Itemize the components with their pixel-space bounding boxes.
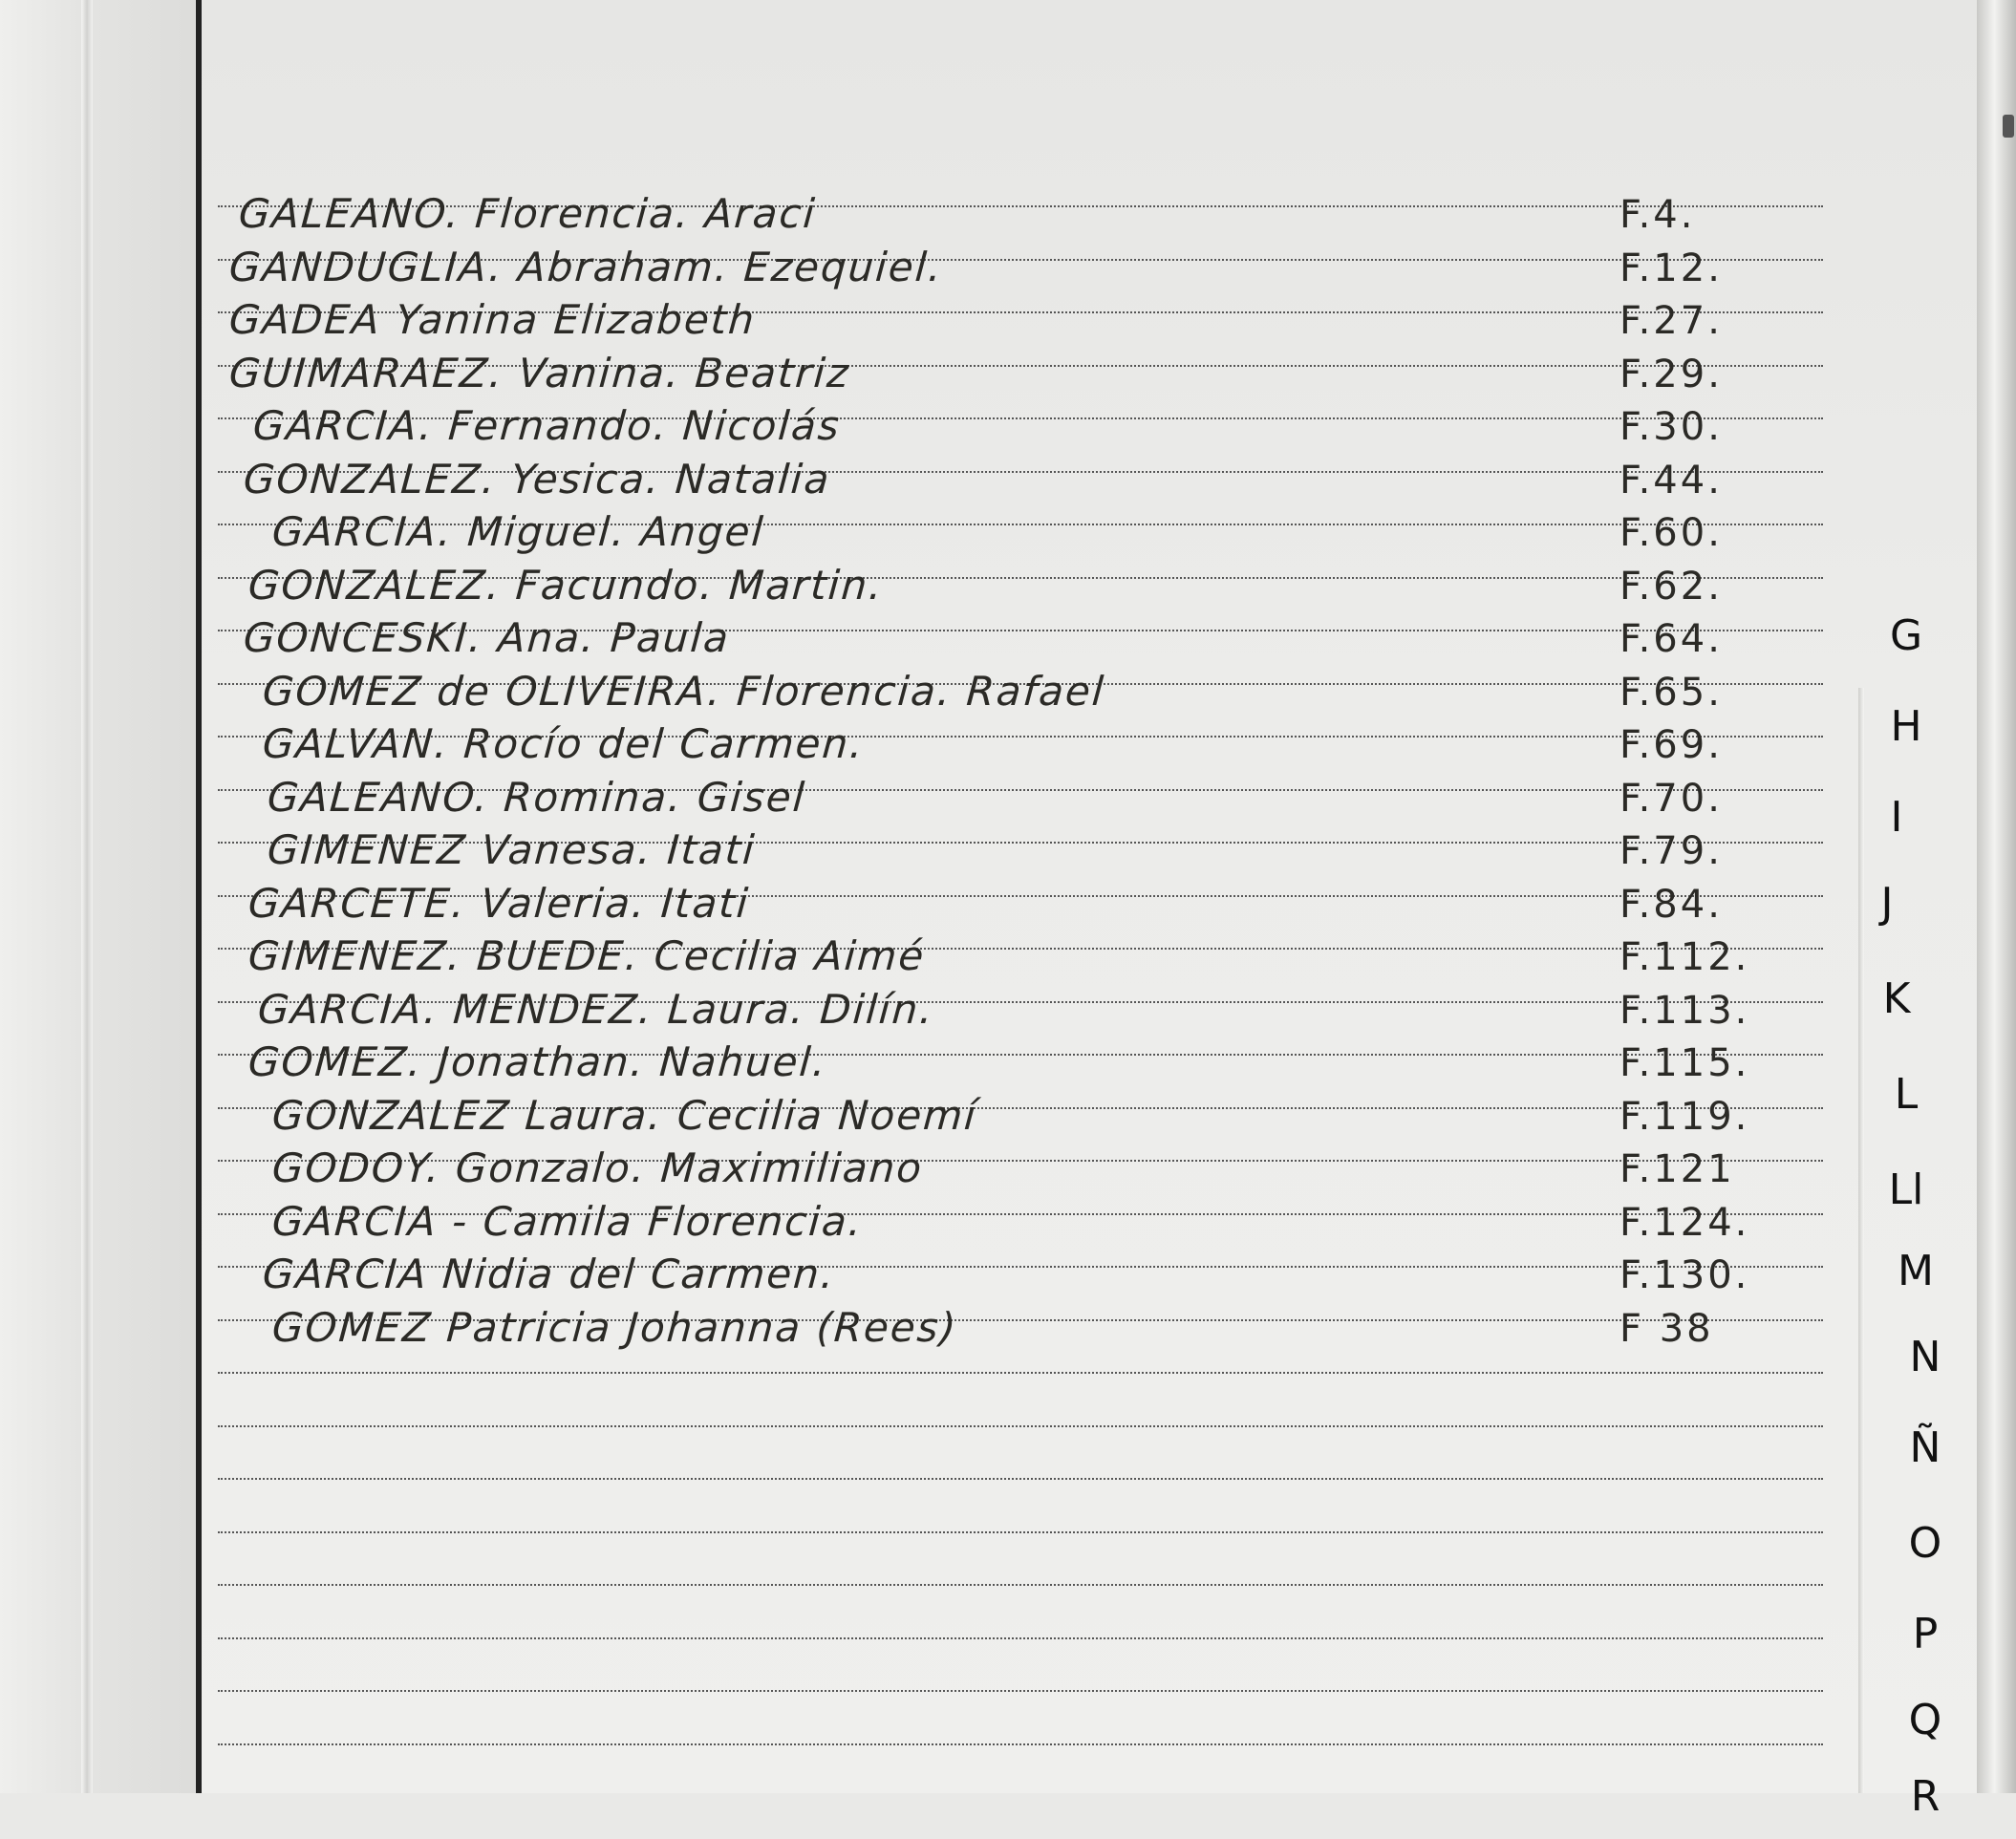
entry-name: GODOY. Gonzalo. Maximiliano xyxy=(270,1144,925,1191)
index-tab[interactable]: Q xyxy=(1908,1696,1942,1744)
entry-name: GOMEZ Patricia Johanna (Rees) xyxy=(270,1303,959,1351)
index-tab[interactable]: G xyxy=(1889,611,1923,660)
entry-folio: F.112. xyxy=(1619,935,1750,979)
register-entry xyxy=(229,403,1854,451)
page-fold xyxy=(81,0,93,1793)
entry-name: GOMEZ. Jonathan. Nahuel. xyxy=(247,1038,829,1085)
register-entry xyxy=(229,297,1854,345)
entry-folio: F.130. xyxy=(1619,1253,1750,1297)
register-entry xyxy=(229,1199,1854,1247)
entry-name: GONZALEZ. Yesica. Natalia xyxy=(242,455,833,503)
register-entry xyxy=(229,1093,1854,1141)
entry-name: GARCIA. Fernando. Nicolás xyxy=(251,402,843,449)
entry-name: GALEANO. Florencia. Araci xyxy=(237,190,819,237)
entry-folio: F.84. xyxy=(1619,882,1723,927)
index-tab[interactable]: Ñ xyxy=(1909,1423,1941,1472)
entry-folio: F.44. xyxy=(1619,458,1723,503)
entry-name: GARCIA Nidia del Carmen. xyxy=(261,1251,838,1297)
register-entry xyxy=(229,669,1854,716)
entry-folio: F.124. xyxy=(1619,1200,1750,1245)
register-entry xyxy=(229,563,1854,610)
register-entry xyxy=(229,509,1854,557)
ruled-line xyxy=(218,1425,1823,1427)
entry-folio: F.27. xyxy=(1619,299,1723,343)
entry-folio: F.113. xyxy=(1619,988,1750,1033)
register-entries xyxy=(229,191,1854,1395)
entry-folio: F.12. xyxy=(1619,246,1723,290)
index-tab[interactable]: H xyxy=(1890,702,1922,751)
left-page-margin xyxy=(0,0,201,1793)
entry-folio: F.30. xyxy=(1619,405,1723,449)
entry-folio: F.69. xyxy=(1619,723,1723,767)
ruled-line xyxy=(218,1531,1823,1533)
entry-folio: F.65. xyxy=(1619,670,1723,715)
entry-folio: F.119. xyxy=(1619,1094,1750,1139)
entry-name: GIMENEZ. BUEDE. Cecilia Aimé xyxy=(247,932,928,979)
entry-name: GADEA Yanina Elizabeth xyxy=(227,296,758,343)
register-entry xyxy=(229,191,1854,239)
index-tab[interactable]: I xyxy=(1890,793,1903,842)
notebook-binding xyxy=(1977,0,2016,1793)
entry-folio: F.79. xyxy=(1619,829,1723,873)
entry-name: GARCIA - Camila Florencia. xyxy=(270,1197,865,1245)
register-entry xyxy=(229,245,1854,292)
entry-folio: F.62. xyxy=(1619,564,1723,609)
entry-name: GOMEZ de OLIVEIRA. Florencia. Rafael xyxy=(261,667,1107,715)
index-tab[interactable]: R xyxy=(1910,1772,1941,1821)
entry-folio: F.121 xyxy=(1619,1147,1735,1191)
entry-name: GONCESKI. Ana. Paula xyxy=(242,614,732,661)
binding-clip xyxy=(2003,115,2014,138)
index-tab[interactable]: L xyxy=(1894,1070,1919,1119)
entry-name: GALEANO. Romina. Gisel xyxy=(266,773,808,821)
register-entry xyxy=(229,351,1854,398)
entry-folio: F.64. xyxy=(1619,617,1723,661)
index-tab[interactable]: J xyxy=(1880,879,1894,928)
register-entry xyxy=(229,827,1854,875)
entry-name: GARCETE. Valeria. Itati xyxy=(247,879,752,927)
register-entry xyxy=(229,615,1854,663)
entry-folio: F.4. xyxy=(1619,193,1696,237)
register-entry xyxy=(229,721,1854,769)
index-tab[interactable]: M xyxy=(1898,1247,1934,1295)
index-tab[interactable]: K xyxy=(1882,974,1911,1023)
index-tab[interactable]: N xyxy=(1909,1333,1941,1381)
ruled-line xyxy=(218,1743,1823,1745)
register-entry xyxy=(229,933,1854,981)
entry-folio: F.29. xyxy=(1619,352,1723,396)
register-entry xyxy=(229,1305,1854,1353)
entry-name: GARCIA. MENDEZ. Laura. Dilín. xyxy=(256,985,936,1033)
entry-name: GARCIA. Miguel. Angel xyxy=(270,508,767,555)
index-tab[interactable]: Ll xyxy=(1888,1165,1924,1214)
index-tab[interactable]: O xyxy=(1908,1519,1942,1568)
register-entry xyxy=(229,1251,1854,1299)
ruled-line xyxy=(218,1637,1823,1639)
register-entry xyxy=(229,457,1854,504)
entry-name: GIMENEZ Vanesa. Itati xyxy=(266,826,758,873)
index-tab[interactable]: P xyxy=(1912,1610,1939,1658)
entry-name: GONZALEZ Laura. Cecilia Noemí xyxy=(270,1091,979,1139)
entry-folio: F.60. xyxy=(1619,511,1723,555)
register-entry xyxy=(229,1039,1854,1087)
entry-name: GONZALEZ. Facundo. Martin. xyxy=(247,561,886,609)
register-entry xyxy=(229,775,1854,823)
entry-folio: F.70. xyxy=(1619,776,1723,821)
ruled-line xyxy=(218,1690,1823,1692)
entry-name: GUIMARAEZ. Vanina. Beatriz xyxy=(227,349,852,396)
register-entry xyxy=(229,1145,1854,1193)
alphabet-index-tabs xyxy=(1863,592,1968,1821)
register-entry xyxy=(229,881,1854,929)
entry-folio: F.115. xyxy=(1619,1041,1750,1085)
ruled-line xyxy=(218,1584,1823,1586)
entry-name: GANDUGLIA. Abraham. Ezequiel. xyxy=(227,243,945,290)
entry-folio: F 38 xyxy=(1619,1306,1714,1351)
entry-name: GALVAN. Rocío del Carmen. xyxy=(261,720,867,767)
ruled-line xyxy=(218,1478,1823,1480)
register-entry xyxy=(229,987,1854,1035)
